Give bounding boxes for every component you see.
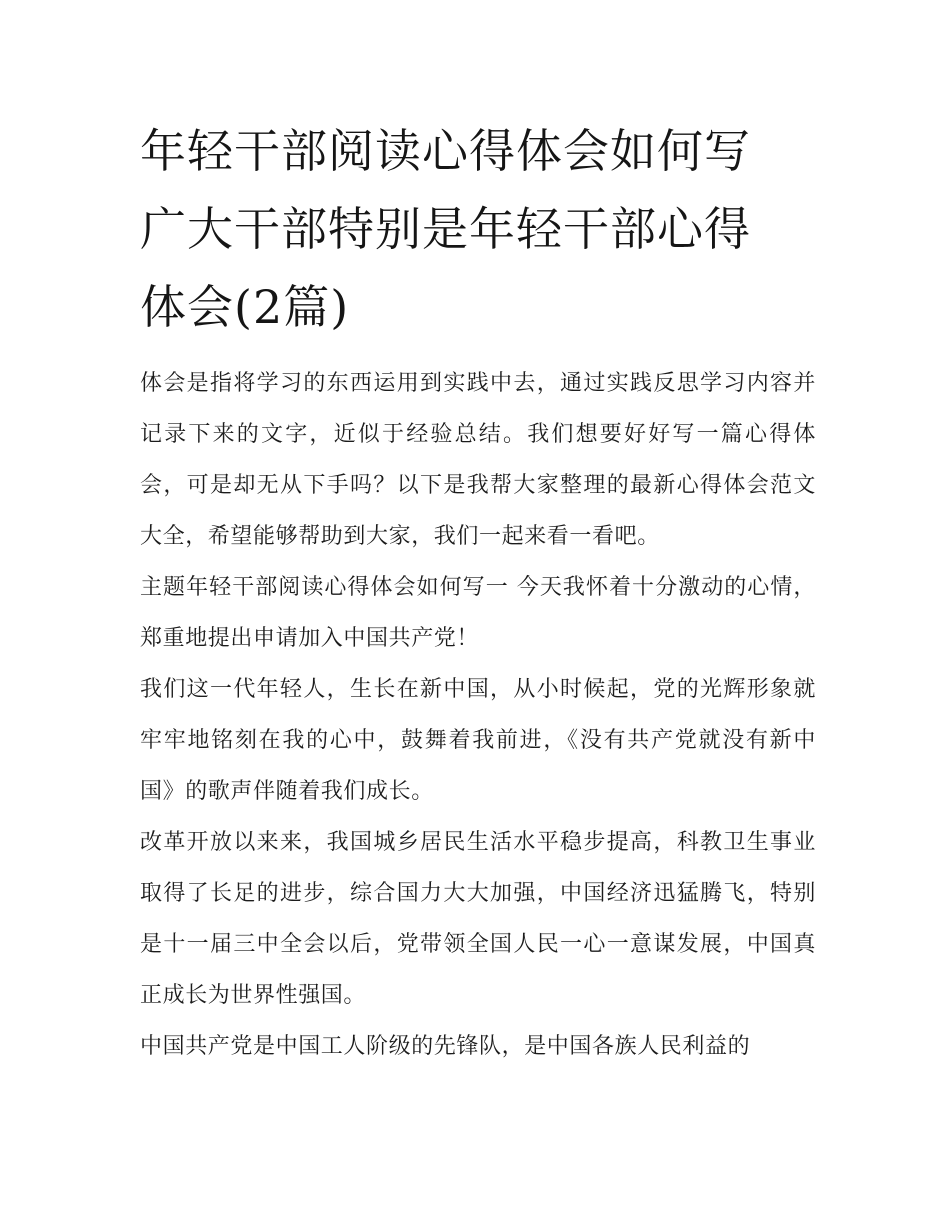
title-line-1: 年轻干部阅读心得体会如何写 xyxy=(140,124,751,178)
paragraph-generation: 我们这一代年轻人，生长在新中国，从小时候起，党的光辉形象就牢牢地铭刻在我的心中，鼓舞着我前进，《没有共产党就没有新中国》的歌声伴随着我们成长。 xyxy=(140,677,816,804)
paragraph-intro: 体会是指将学习的东西运用到实践中去，通过实践反思学习内容并记录下来的文字，近似于经验总结。我们想要好好写一篇心得体会，可是却无从下手吗？以下是我帮大家整理的最新心得体会范文大全，希望能够帮助到大家，我们一起来看一看吧。 xyxy=(140,371,816,549)
title-line-2: 广大干部特别是年轻干部心得 xyxy=(140,202,751,256)
paragraph-application: 主题年轻干部阅读心得体会如何写一 今天我怀着十分激动的心情，郑重地提出申请加入中国共产党！ xyxy=(140,575,816,651)
paragraph-reform: 改革开放以来来，我国城乡居民生活水平稳步提高，科教卫生事业取得了长足的进步，综合国力大大加强，中国经济迅猛腾飞，特别是十一届三中全会以后，党带领全国人民一心一意谋发展，中国真正成长为世界性强国。 xyxy=(140,830,816,1008)
document-body xyxy=(140,358,816,1072)
title-line-3: 体会(2篇) xyxy=(140,280,350,334)
document-title xyxy=(140,112,816,346)
document-content xyxy=(140,112,816,1072)
paragraph-party: 中国共产党是中国工人阶级的先锋队，是中国各族人民利益的 xyxy=(140,1034,751,1059)
